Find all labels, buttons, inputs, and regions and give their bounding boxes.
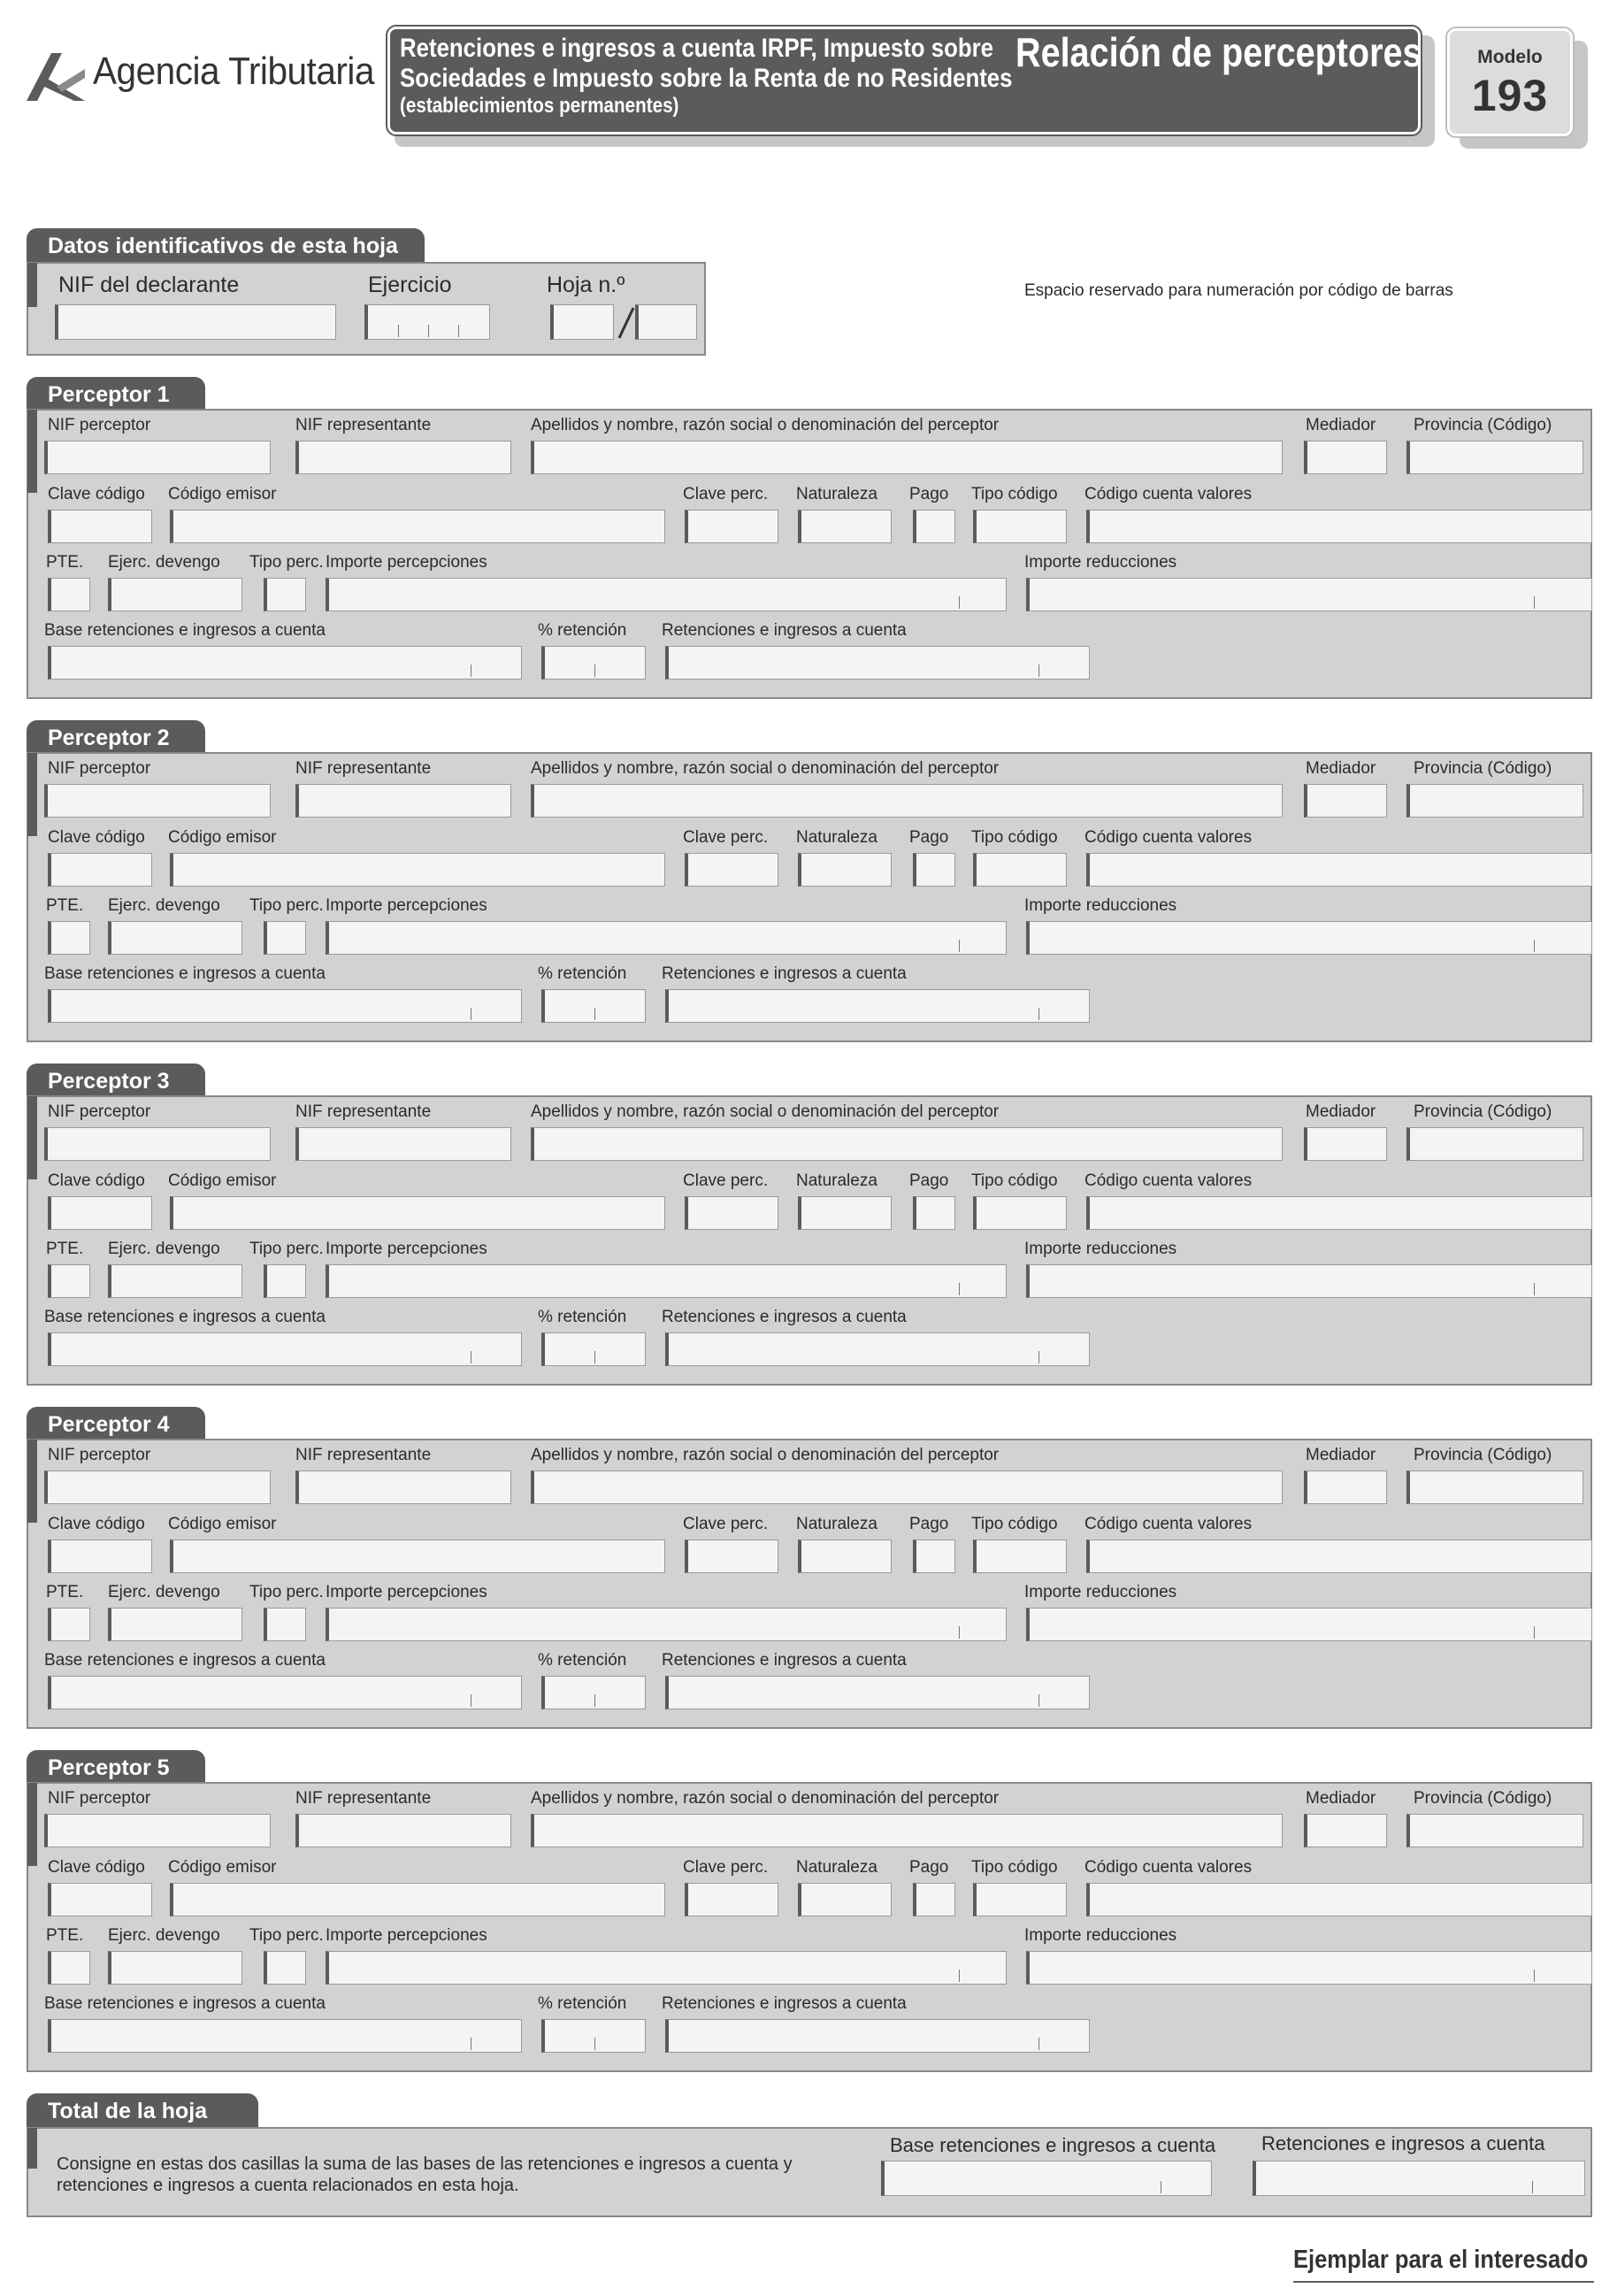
perceptor-4-base-retenciones-field[interactable]: [48, 1676, 522, 1709]
perceptor-3-ejerc-devengo-field[interactable]: [108, 1264, 242, 1298]
brand-name: Agencia Tributaria: [93, 50, 375, 93]
perceptor-3-apellidos-nombre-field[interactable]: [531, 1127, 1283, 1161]
perceptor-5-base-retenciones-field[interactable]: [48, 2019, 522, 2053]
apellidos-nombre-label: Apellidos y nombre, razón social o denominación del perceptor: [531, 416, 1000, 434]
perceptor-4-pago-field[interactable]: [913, 1540, 955, 1573]
total-base-label: Base retenciones e ingresos a cuenta: [890, 2134, 1216, 2156]
description-line-1: Retenciones e ingresos a cuenta IRPF, Impuesto sobre: [400, 34, 994, 63]
perceptor-1-clave-perc-field[interactable]: [685, 510, 778, 543]
naturaleza-label: Naturaleza: [796, 1858, 877, 1877]
nif-representante-label: NIF representante: [295, 1446, 432, 1464]
tipo-perc-label: Tipo perc.: [249, 1926, 324, 1945]
perceptor-2-pct-retencion-field[interactable]: [541, 989, 646, 1023]
perceptor-4-pte-field[interactable]: [48, 1608, 90, 1641]
perceptor-1-retenciones-field[interactable]: [665, 646, 1090, 680]
perceptor-5-nif-perceptor-field[interactable]: [44, 1814, 271, 1847]
clave-perc-label: Clave perc.: [683, 1171, 769, 1190]
pct-retencion-label: % retención: [538, 1994, 627, 2013]
base-retenciones-label: Base retenciones e ingresos a cuenta: [44, 1994, 326, 2013]
importe-reducciones-label: Importe reducciones: [1024, 553, 1177, 572]
clave-codigo-label: Clave código: [48, 485, 145, 503]
digit-divider: [428, 325, 429, 337]
perceptor-4-clave-perc-field[interactable]: [685, 1540, 778, 1573]
mediador-label: Mediador: [1306, 1789, 1376, 1808]
codigo-cuenta-valores-label: Código cuenta valores: [1084, 1858, 1253, 1877]
perceptor-5-codigo-emisor-field[interactable]: [170, 1883, 665, 1916]
perceptor-5-clave-perc-field[interactable]: [685, 1883, 778, 1916]
perceptor-5-tipo-codigo-field[interactable]: [973, 1883, 1067, 1916]
decimal-divider: [1534, 1283, 1535, 1295]
codigo-cuenta-valores-label: Código cuenta valores: [1084, 828, 1253, 847]
perceptor-5-nif-representante-field[interactable]: [295, 1814, 511, 1847]
total-retenciones-label: Retenciones e ingresos a cuenta: [1261, 2132, 1545, 2154]
decimal-divider: [1534, 940, 1535, 952]
total-tab: Total de la hoja: [27, 2093, 258, 2127]
perceptor-5-pago-field[interactable]: [913, 1883, 955, 1916]
importe-reducciones-label: Importe reducciones: [1024, 1583, 1177, 1601]
nif-representante-label: NIF representante: [295, 1789, 432, 1808]
perceptor-5-pte-field[interactable]: [48, 1951, 90, 1985]
clave-codigo-label: Clave código: [48, 1858, 145, 1877]
perceptor-1-naturaleza-field[interactable]: [798, 510, 892, 543]
pago-label: Pago: [909, 485, 949, 503]
decimal-divider: [1038, 1351, 1039, 1363]
tipo-codigo-label: Tipo código: [971, 1171, 1058, 1190]
importe-percepciones-label: Importe percepciones: [326, 553, 487, 572]
perceptor-1-pago-field[interactable]: [913, 510, 955, 543]
ejercicio-label: Ejercicio: [368, 273, 452, 297]
perceptor-2-importe-reducciones-field[interactable]: [1026, 921, 1592, 955]
perceptor-5-clave-codigo-field[interactable]: [48, 1883, 152, 1916]
perceptor-3-provincia-codigo-field[interactable]: [1406, 1127, 1583, 1161]
perceptor-4-codigo-emisor-field[interactable]: [170, 1540, 665, 1573]
perceptor-4-tab: Perceptor 4: [27, 1407, 205, 1440]
perceptor-3-codigo-cuenta-valores-field[interactable]: [1086, 1196, 1592, 1230]
clave-perc-label: Clave perc.: [683, 485, 769, 503]
perceptor-1-codigo-cuenta-valores-field[interactable]: [1086, 510, 1592, 543]
decimal-divider: [594, 664, 595, 677]
decimal-divider: [1038, 664, 1039, 677]
decimal-divider: [1038, 2038, 1039, 2050]
codigo-cuenta-valores-label: Código cuenta valores: [1084, 1171, 1253, 1190]
perceptor-4-pct-retencion-field[interactable]: [541, 1676, 646, 1709]
codigo-cuenta-valores-label: Código cuenta valores: [1084, 485, 1253, 503]
pct-retencion-label: % retención: [538, 621, 627, 640]
perceptor-1-tipo-perc-field[interactable]: [264, 578, 306, 611]
codigo-emisor-label: Código emisor: [168, 485, 277, 503]
mediador-label: Mediador: [1306, 1446, 1376, 1464]
base-retenciones-label: Base retenciones e ingresos a cuenta: [44, 621, 326, 640]
total-base-field[interactable]: [881, 2161, 1212, 2196]
clave-perc-label: Clave perc.: [683, 828, 769, 847]
mediador-label: Mediador: [1306, 416, 1376, 434]
perceptor-5-provincia-codigo-field[interactable]: [1406, 1814, 1583, 1847]
provincia-codigo-label: Provincia (Código): [1414, 1789, 1552, 1808]
decimal-divider: [594, 2038, 595, 2050]
decimal-divider: [1534, 596, 1535, 609]
page-title: Relación de perceptores: [1015, 29, 1422, 75]
apellidos-nombre-label: Apellidos y nombre, razón social o denominación del perceptor: [531, 759, 1000, 778]
nif-representante-label: NIF representante: [295, 1102, 432, 1121]
retenciones-label: Retenciones e ingresos a cuenta: [662, 1651, 907, 1670]
perceptor-1-ejerc-devengo-field[interactable]: [108, 578, 242, 611]
perceptor-5-tab: Perceptor 5: [27, 1750, 205, 1784]
perceptor-4-retenciones-field[interactable]: [665, 1676, 1090, 1709]
pct-retencion-label: % retención: [538, 1651, 627, 1670]
naturaleza-label: Naturaleza: [796, 1171, 877, 1190]
ejerc-devengo-label: Ejerc. devengo: [108, 553, 220, 572]
provincia-codigo-label: Provincia (Código): [1414, 416, 1552, 434]
perceptor-1-apellidos-nombre-field[interactable]: [531, 441, 1283, 474]
perceptor-1-provincia-codigo-field[interactable]: [1406, 441, 1583, 474]
perceptor-1-pct-retencion-field[interactable]: [541, 646, 646, 680]
importe-percepciones-label: Importe percepciones: [326, 896, 487, 915]
perceptor-2-apellidos-nombre-field[interactable]: [531, 784, 1283, 818]
perceptor-2-ejerc-devengo-field[interactable]: [108, 921, 242, 955]
digit-divider: [458, 325, 459, 337]
provincia-codigo-label: Provincia (Código): [1414, 1102, 1552, 1121]
clave-codigo-label: Clave código: [48, 1515, 145, 1533]
perceptor-3-naturaleza-field[interactable]: [798, 1196, 892, 1230]
perceptor-3-tipo-codigo-field[interactable]: [973, 1196, 1067, 1230]
slash-separator-icon: [614, 304, 637, 340]
decimal-divider: [959, 1283, 960, 1295]
pago-label: Pago: [909, 1515, 949, 1533]
perceptor-2-pte-field[interactable]: [48, 921, 90, 955]
mediador-label: Mediador: [1306, 1102, 1376, 1121]
form-description: [400, 34, 1013, 119]
importe-percepciones-label: Importe percepciones: [326, 1240, 487, 1258]
perceptor-1-importe-percepciones-field[interactable]: [326, 578, 1007, 611]
nif-representante-label: NIF representante: [295, 759, 432, 778]
codigo-emisor-label: Código emisor: [168, 1515, 277, 1533]
perceptor-1-nif-representante-field[interactable]: [295, 441, 511, 474]
tipo-codigo-label: Tipo código: [971, 1515, 1058, 1533]
perceptor-2-base-retenciones-field[interactable]: [48, 989, 522, 1023]
retenciones-label: Retenciones e ingresos a cuenta: [662, 964, 907, 983]
naturaleza-label: Naturaleza: [796, 1515, 877, 1533]
panel-accent-bar: [27, 2128, 37, 2169]
perceptor-3-clave-codigo-field[interactable]: [48, 1196, 152, 1230]
perceptor-4-naturaleza-field[interactable]: [798, 1540, 892, 1573]
perceptor-2-codigo-cuenta-valores-field[interactable]: [1086, 853, 1592, 887]
perceptor-1-clave-codigo-field[interactable]: [48, 510, 152, 543]
clave-codigo-label: Clave código: [48, 828, 145, 847]
tipo-perc-label: Tipo perc.: [249, 553, 324, 572]
retenciones-label: Retenciones e ingresos a cuenta: [662, 621, 907, 640]
tipo-perc-label: Tipo perc.: [249, 1583, 324, 1601]
tipo-perc-label: Tipo perc.: [249, 1240, 324, 1258]
footer-underline: [1293, 2281, 1594, 2283]
codigo-emisor-label: Código emisor: [168, 828, 277, 847]
perceptor-4-nif-perceptor-field[interactable]: [44, 1471, 271, 1504]
hoja-total-field[interactable]: [635, 304, 697, 340]
description-line-2: Sociedades e Impuesto sobre la Renta de no Residentes: [400, 64, 1013, 93]
perceptor-2-tipo-perc-field[interactable]: [264, 921, 306, 955]
panel-accent-bar: [27, 1096, 37, 1179]
perceptor-5-codigo-cuenta-valores-field[interactable]: [1086, 1883, 1592, 1916]
perceptor-3-pct-retencion-field[interactable]: [541, 1332, 646, 1366]
codigo-emisor-label: Código emisor: [168, 1858, 277, 1877]
perceptor-2-nif-representante-field[interactable]: [295, 784, 511, 818]
perceptor-5-retenciones-field[interactable]: [665, 2019, 1090, 2053]
apellidos-nombre-label: Apellidos y nombre, razón social o denominación del perceptor: [531, 1446, 1000, 1464]
decimal-divider: [959, 596, 960, 609]
naturaleza-label: Naturaleza: [796, 828, 877, 847]
pte-label: PTE.: [46, 896, 84, 915]
provincia-codigo-label: Provincia (Código): [1414, 759, 1552, 778]
perceptor-4-nif-representante-field[interactable]: [295, 1471, 511, 1504]
pct-retencion-label: % retención: [538, 964, 627, 983]
pago-label: Pago: [909, 1858, 949, 1877]
perceptor-2-nif-perceptor-field[interactable]: [44, 784, 271, 818]
perceptor-3-retenciones-field[interactable]: [665, 1332, 1090, 1366]
ejerc-devengo-label: Ejerc. devengo: [108, 896, 220, 915]
perceptor-5-tipo-perc-field[interactable]: [264, 1951, 306, 1985]
perceptor-2-clave-codigo-field[interactable]: [48, 853, 152, 887]
nif-perceptor-label: NIF perceptor: [48, 1446, 151, 1464]
apellidos-nombre-label: Apellidos y nombre, razón social o denominación del perceptor: [531, 1789, 1000, 1808]
hoja-label: Hoja n.º: [547, 273, 625, 297]
perceptor-1-base-retenciones-field[interactable]: [48, 646, 522, 680]
perceptor-4-apellidos-nombre-field[interactable]: [531, 1471, 1283, 1504]
perceptor-4-mediador-field[interactable]: [1304, 1471, 1387, 1504]
perceptor-1-tipo-codigo-field[interactable]: [973, 510, 1067, 543]
clave-codigo-label: Clave código: [48, 1171, 145, 1190]
mediador-label: Mediador: [1306, 759, 1376, 778]
nif-perceptor-label: NIF perceptor: [48, 416, 151, 434]
perceptor-3-pte-field[interactable]: [48, 1264, 90, 1298]
perceptor-3-nif-perceptor-field[interactable]: [44, 1127, 271, 1161]
base-retenciones-label: Base retenciones e ingresos a cuenta: [44, 964, 326, 983]
digit-divider: [398, 325, 399, 337]
tipo-codigo-label: Tipo código: [971, 828, 1058, 847]
total-instructions: Consigne en estas dos casillas la suma de las bases de las retenciones e ingresos a cuenta y retenciones e ingresos a cuenta relacionados en esta hoja.: [57, 2154, 793, 2195]
pte-label: PTE.: [46, 1926, 84, 1945]
perceptor-4-provincia-codigo-field[interactable]: [1406, 1471, 1583, 1504]
decimal-divider: [594, 1694, 595, 1707]
perceptor-1-importe-reducciones-field[interactable]: [1026, 578, 1592, 611]
tipo-perc-label: Tipo perc.: [249, 896, 324, 915]
perceptor-4-ejerc-devengo-field[interactable]: [108, 1608, 242, 1641]
importe-reducciones-label: Importe reducciones: [1024, 1926, 1177, 1945]
perceptor-4-codigo-cuenta-valores-field[interactable]: [1086, 1540, 1592, 1573]
naturaleza-label: Naturaleza: [796, 485, 877, 503]
perceptor-4-clave-codigo-field[interactable]: [48, 1540, 152, 1573]
decimal-divider: [1534, 1626, 1535, 1639]
nif-perceptor-label: NIF perceptor: [48, 1789, 151, 1808]
perceptor-5-ejerc-devengo-field[interactable]: [108, 1951, 242, 1985]
perceptor-3-base-retenciones-field[interactable]: [48, 1332, 522, 1366]
panel-accent-bar: [27, 753, 37, 836]
ejerc-devengo-label: Ejerc. devengo: [108, 1240, 220, 1258]
perceptor-2-provincia-codigo-field[interactable]: [1406, 784, 1583, 818]
perceptor-3-codigo-emisor-field[interactable]: [170, 1196, 665, 1230]
decimal-divider: [1532, 2181, 1533, 2193]
tipo-codigo-label: Tipo código: [971, 485, 1058, 503]
decimal-divider: [1534, 1970, 1535, 1982]
total-retenciones-field[interactable]: [1253, 2161, 1585, 2196]
pago-label: Pago: [909, 828, 949, 847]
provincia-codigo-label: Provincia (Código): [1414, 1446, 1552, 1464]
perceptor-3-tab: Perceptor 3: [27, 1064, 205, 1097]
decimal-divider: [1038, 1694, 1039, 1707]
ejerc-devengo-label: Ejerc. devengo: [108, 1926, 220, 1945]
clave-perc-label: Clave perc.: [683, 1858, 769, 1877]
retenciones-label: Retenciones e ingresos a cuenta: [662, 1308, 907, 1326]
perceptor-3-mediador-field[interactable]: [1304, 1127, 1387, 1161]
decimal-divider: [594, 1351, 595, 1363]
nif-declarante-label: NIF del declarante: [58, 273, 240, 297]
ejerc-devengo-label: Ejerc. devengo: [108, 1583, 220, 1601]
perceptor-2-tab: Perceptor 2: [27, 720, 205, 754]
codigo-cuenta-valores-label: Código cuenta valores: [1084, 1515, 1253, 1533]
pago-label: Pago: [909, 1171, 949, 1190]
importe-reducciones-label: Importe reducciones: [1024, 1240, 1177, 1258]
modelo-label: Modelo: [1477, 47, 1543, 67]
perceptor-3-clave-perc-field[interactable]: [685, 1196, 778, 1230]
importe-reducciones-label: Importe reducciones: [1024, 896, 1177, 915]
perceptor-2-naturaleza-field[interactable]: [798, 853, 892, 887]
pte-label: PTE.: [46, 1240, 84, 1258]
perceptor-2-tipo-codigo-field[interactable]: [973, 853, 1067, 887]
perceptor-1-tab: Perceptor 1: [27, 377, 205, 411]
perceptor-3-importe-percepciones-field[interactable]: [326, 1264, 1007, 1298]
pte-label: PTE.: [46, 553, 84, 572]
perceptor-5-pct-retencion-field[interactable]: [541, 2019, 646, 2053]
perceptor-2-mediador-field[interactable]: [1304, 784, 1387, 818]
perceptor-4-importe-percepciones-field[interactable]: [326, 1608, 1007, 1641]
retenciones-label: Retenciones e ingresos a cuenta: [662, 1994, 907, 2013]
modelo-number: 193: [1471, 71, 1549, 120]
perceptor-4-tipo-codigo-field[interactable]: [973, 1540, 1067, 1573]
apellidos-nombre-label: Apellidos y nombre, razón social o denominación del perceptor: [531, 1102, 1000, 1121]
decimal-divider: [594, 1008, 595, 1020]
perceptor-1-codigo-emisor-field[interactable]: [170, 510, 665, 543]
decimal-divider: [959, 1626, 960, 1639]
panel-accent-bar: [27, 1440, 37, 1523]
perceptor-5-importe-reducciones-field[interactable]: [1026, 1951, 1592, 1985]
pct-retencion-label: % retención: [538, 1308, 627, 1326]
perceptor-4-tipo-perc-field[interactable]: [264, 1608, 306, 1641]
codigo-emisor-label: Código emisor: [168, 1171, 277, 1190]
decimal-divider: [959, 1970, 960, 1982]
nif-declarante-field[interactable]: [55, 304, 336, 340]
description-line-3: (establecimientos permanentes): [400, 94, 679, 118]
modelo-badge: [1447, 28, 1573, 136]
panel-accent-bar: [27, 1783, 37, 1866]
ejercicio-field[interactable]: [364, 304, 490, 340]
perceptor-2-clave-perc-field[interactable]: [685, 853, 778, 887]
barcode-reserved-note: Espacio reservado para numeración por código de barras: [1024, 281, 1453, 300]
base-retenciones-label: Base retenciones e ingresos a cuenta: [44, 1651, 326, 1670]
perceptor-2-codigo-emisor-field[interactable]: [170, 853, 665, 887]
tipo-codigo-label: Tipo código: [971, 1858, 1058, 1877]
perceptor-5-importe-percepciones-field[interactable]: [326, 1951, 1007, 1985]
identification-tab: Datos identificativos de esta hoja: [27, 228, 425, 262]
nif-perceptor-label: NIF perceptor: [48, 1102, 151, 1121]
perceptor-2-pago-field[interactable]: [913, 853, 955, 887]
panel-accent-bar: [27, 410, 37, 493]
perceptor-3-nif-representante-field[interactable]: [295, 1127, 511, 1161]
decimal-divider: [1038, 1008, 1039, 1020]
clave-perc-label: Clave perc.: [683, 1515, 769, 1533]
pte-label: PTE.: [46, 1583, 84, 1601]
perceptor-5-mediador-field[interactable]: [1304, 1814, 1387, 1847]
importe-percepciones-label: Importe percepciones: [326, 1583, 487, 1601]
perceptor-3-pago-field[interactable]: [913, 1196, 955, 1230]
base-retenciones-label: Base retenciones e ingresos a cuenta: [44, 1308, 326, 1326]
nif-representante-label: NIF representante: [295, 416, 432, 434]
perceptor-3-importe-reducciones-field[interactable]: [1026, 1264, 1592, 1298]
perceptor-2-retenciones-field[interactable]: [665, 989, 1090, 1023]
importe-percepciones-label: Importe percepciones: [326, 1926, 487, 1945]
perceptor-1-mediador-field[interactable]: [1304, 441, 1387, 474]
nif-perceptor-label: NIF perceptor: [48, 759, 151, 778]
perceptor-3-tipo-perc-field[interactable]: [264, 1264, 306, 1298]
perceptor-5-naturaleza-field[interactable]: [798, 1883, 892, 1916]
perceptor-2-importe-percepciones-field[interactable]: [326, 921, 1007, 955]
perceptor-1-pte-field[interactable]: [48, 578, 90, 611]
panel-accent-bar: [27, 263, 37, 307]
perceptor-1-nif-perceptor-field[interactable]: [44, 441, 271, 474]
decimal-divider: [959, 940, 960, 952]
agencia-tributaria-logo-icon: [25, 51, 87, 103]
perceptor-4-importe-reducciones-field[interactable]: [1026, 1608, 1592, 1641]
hoja-number-field[interactable]: [550, 304, 614, 340]
perceptor-5-apellidos-nombre-field[interactable]: [531, 1814, 1283, 1847]
copy-designation: Ejemplar para el interesado: [1293, 2246, 1589, 2274]
